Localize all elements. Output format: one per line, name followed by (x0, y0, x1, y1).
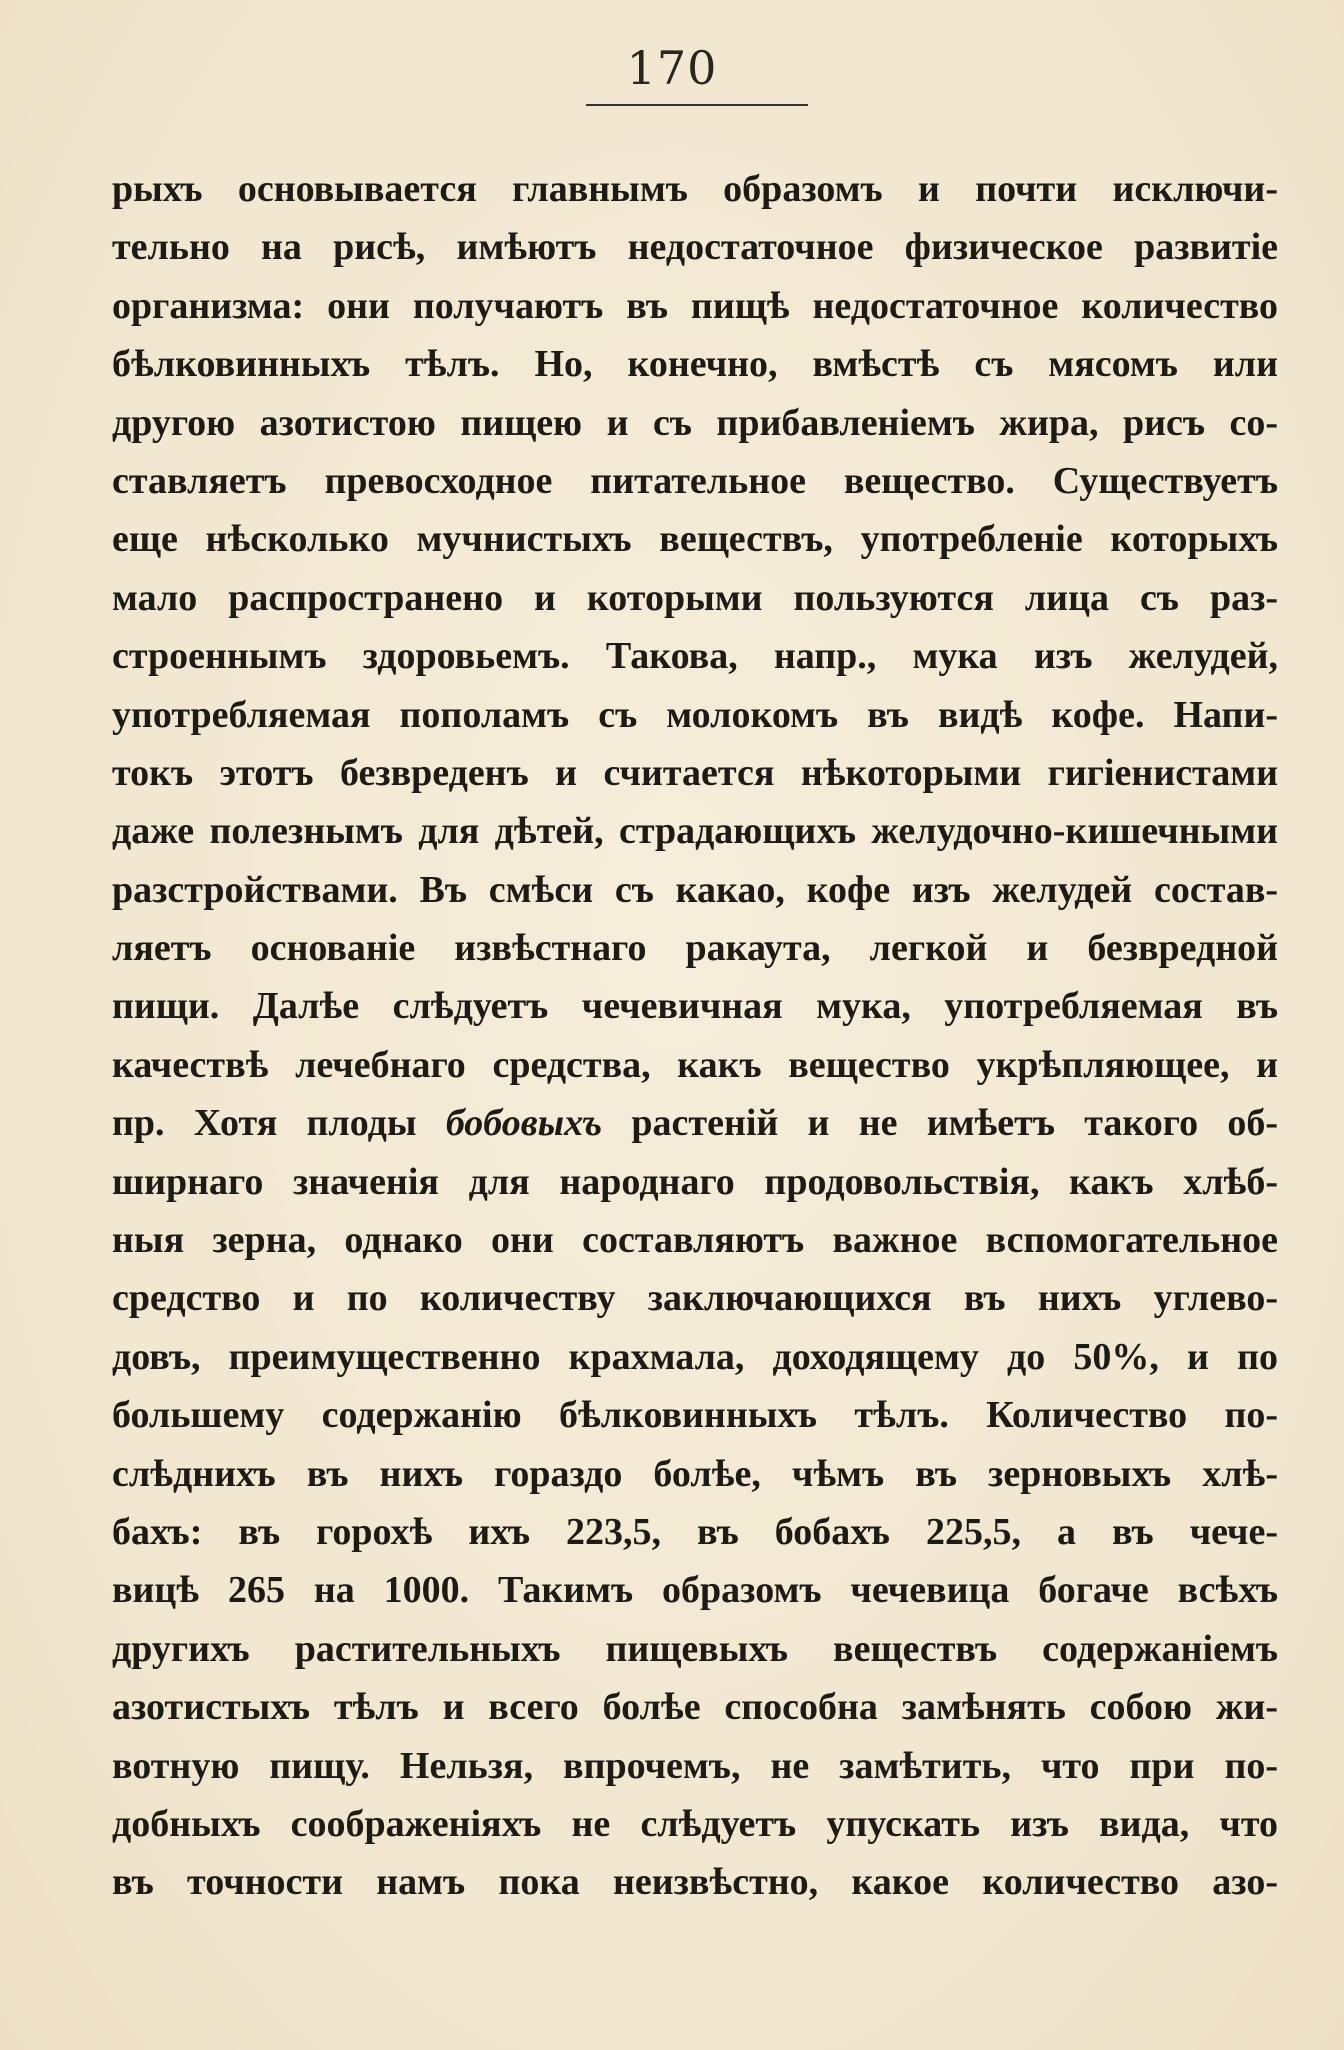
text-line: вотную пищу. Нельзя, впрочемъ, не замѣтить, что при по- (112, 1744, 1278, 1787)
text-line: ширнаго значенія для народнаго продовольствія, какъ хлѣб- (112, 1160, 1278, 1203)
text-line: другихъ растительныхъ пищевыхъ веществъ содержаніемъ (112, 1627, 1278, 1670)
text-line: тельно на рисѣ, имѣютъ недостаточное физическое развитіе (112, 226, 1278, 269)
text-line: слѣднихъ въ нихъ гораздо болѣе, чѣмъ въ зерновыхъ хлѣ- (112, 1452, 1278, 1495)
text-line: другою азотистою пищею и съ прибавленіемъ жира, рисъ со- (112, 401, 1278, 444)
text-line: мало распространено и которыми пользуются лица съ раз- (112, 576, 1278, 619)
text-line: рыхъ основывается главнымъ образомъ и почти исключи- (112, 168, 1278, 210)
page-number: 170 (626, 41, 718, 95)
text-line: организма: они получаютъ въ пищѣ недостаточное количество (112, 284, 1278, 327)
text-line: качествѣ лечебнаго средства, какъ вещество укрѣпляющее, и (112, 1043, 1278, 1086)
text-line: употребляемая пополамъ съ молокомъ въ видѣ кофе. Напи- (112, 693, 1278, 736)
text-line: ныя зерна, однако они составляютъ важное вспомогательное (112, 1219, 1278, 1262)
text-line: разстройствами. Въ смѣси съ какао, кофе изъ желудей состав- (112, 868, 1278, 911)
body-text (112, 160, 1278, 1912)
text-line: бахъ: въ горохѣ ихъ 223,5, въ бобахъ 225,5, а въ чече- (112, 1510, 1278, 1553)
text-line: бѣлковинныхъ тѣлъ. Но, конечно, вмѣстѣ съ мясомъ или (112, 343, 1278, 386)
text-line: ставляетъ превосходное питательное вещество. Существуетъ (112, 459, 1278, 502)
text-line: даже полезнымъ для дѣтей, страдающихъ желудочно-кишечными (112, 810, 1278, 853)
text-line: большему содержанію бѣлковинныхъ тѣлъ. Количество по- (112, 1394, 1278, 1437)
text-line: еще нѣсколько мучнистыхъ веществъ, употребленіе которыхъ (112, 518, 1278, 561)
text-line: ляетъ основаніе извѣстнаго ракаута, легкой и безвредной (112, 927, 1278, 970)
text-line: средство и по количеству заключающихся въ нихъ углево- (112, 1277, 1278, 1320)
text-line: пищи. Далѣе слѣдуетъ чечевичная мука, употребляемая въ (112, 985, 1278, 1028)
text-line: пр. Хотя плоды бобовыхъ растеній и не имѣетъ такого об- (112, 1102, 1278, 1145)
text-line: довъ, преимущественно крахмала, доходящему до 50%, и по (112, 1335, 1278, 1378)
text-line: токъ этотъ безвреденъ и считается нѣкоторыми гигіенистами (112, 751, 1278, 794)
text-line: строеннымъ здоровьемъ. Такова, напр., мука изъ желудей, (112, 635, 1278, 678)
italic-word: бобовыхъ (445, 1102, 603, 1145)
text-line: въ точности намъ пока неизвѣстно, какое количество азо- (112, 1861, 1278, 1904)
text-line: вицѣ 265 на 1000. Такимъ образомъ чечевица богаче всѣхъ (112, 1569, 1278, 1612)
text-line: азотистыхъ тѣлъ и всего болѣе способна замѣнять собою жи- (112, 1686, 1278, 1729)
text-line: добныхъ соображеніяхъ не слѣдуетъ упускать изъ вида, что (112, 1802, 1278, 1845)
header-rule (586, 104, 808, 106)
